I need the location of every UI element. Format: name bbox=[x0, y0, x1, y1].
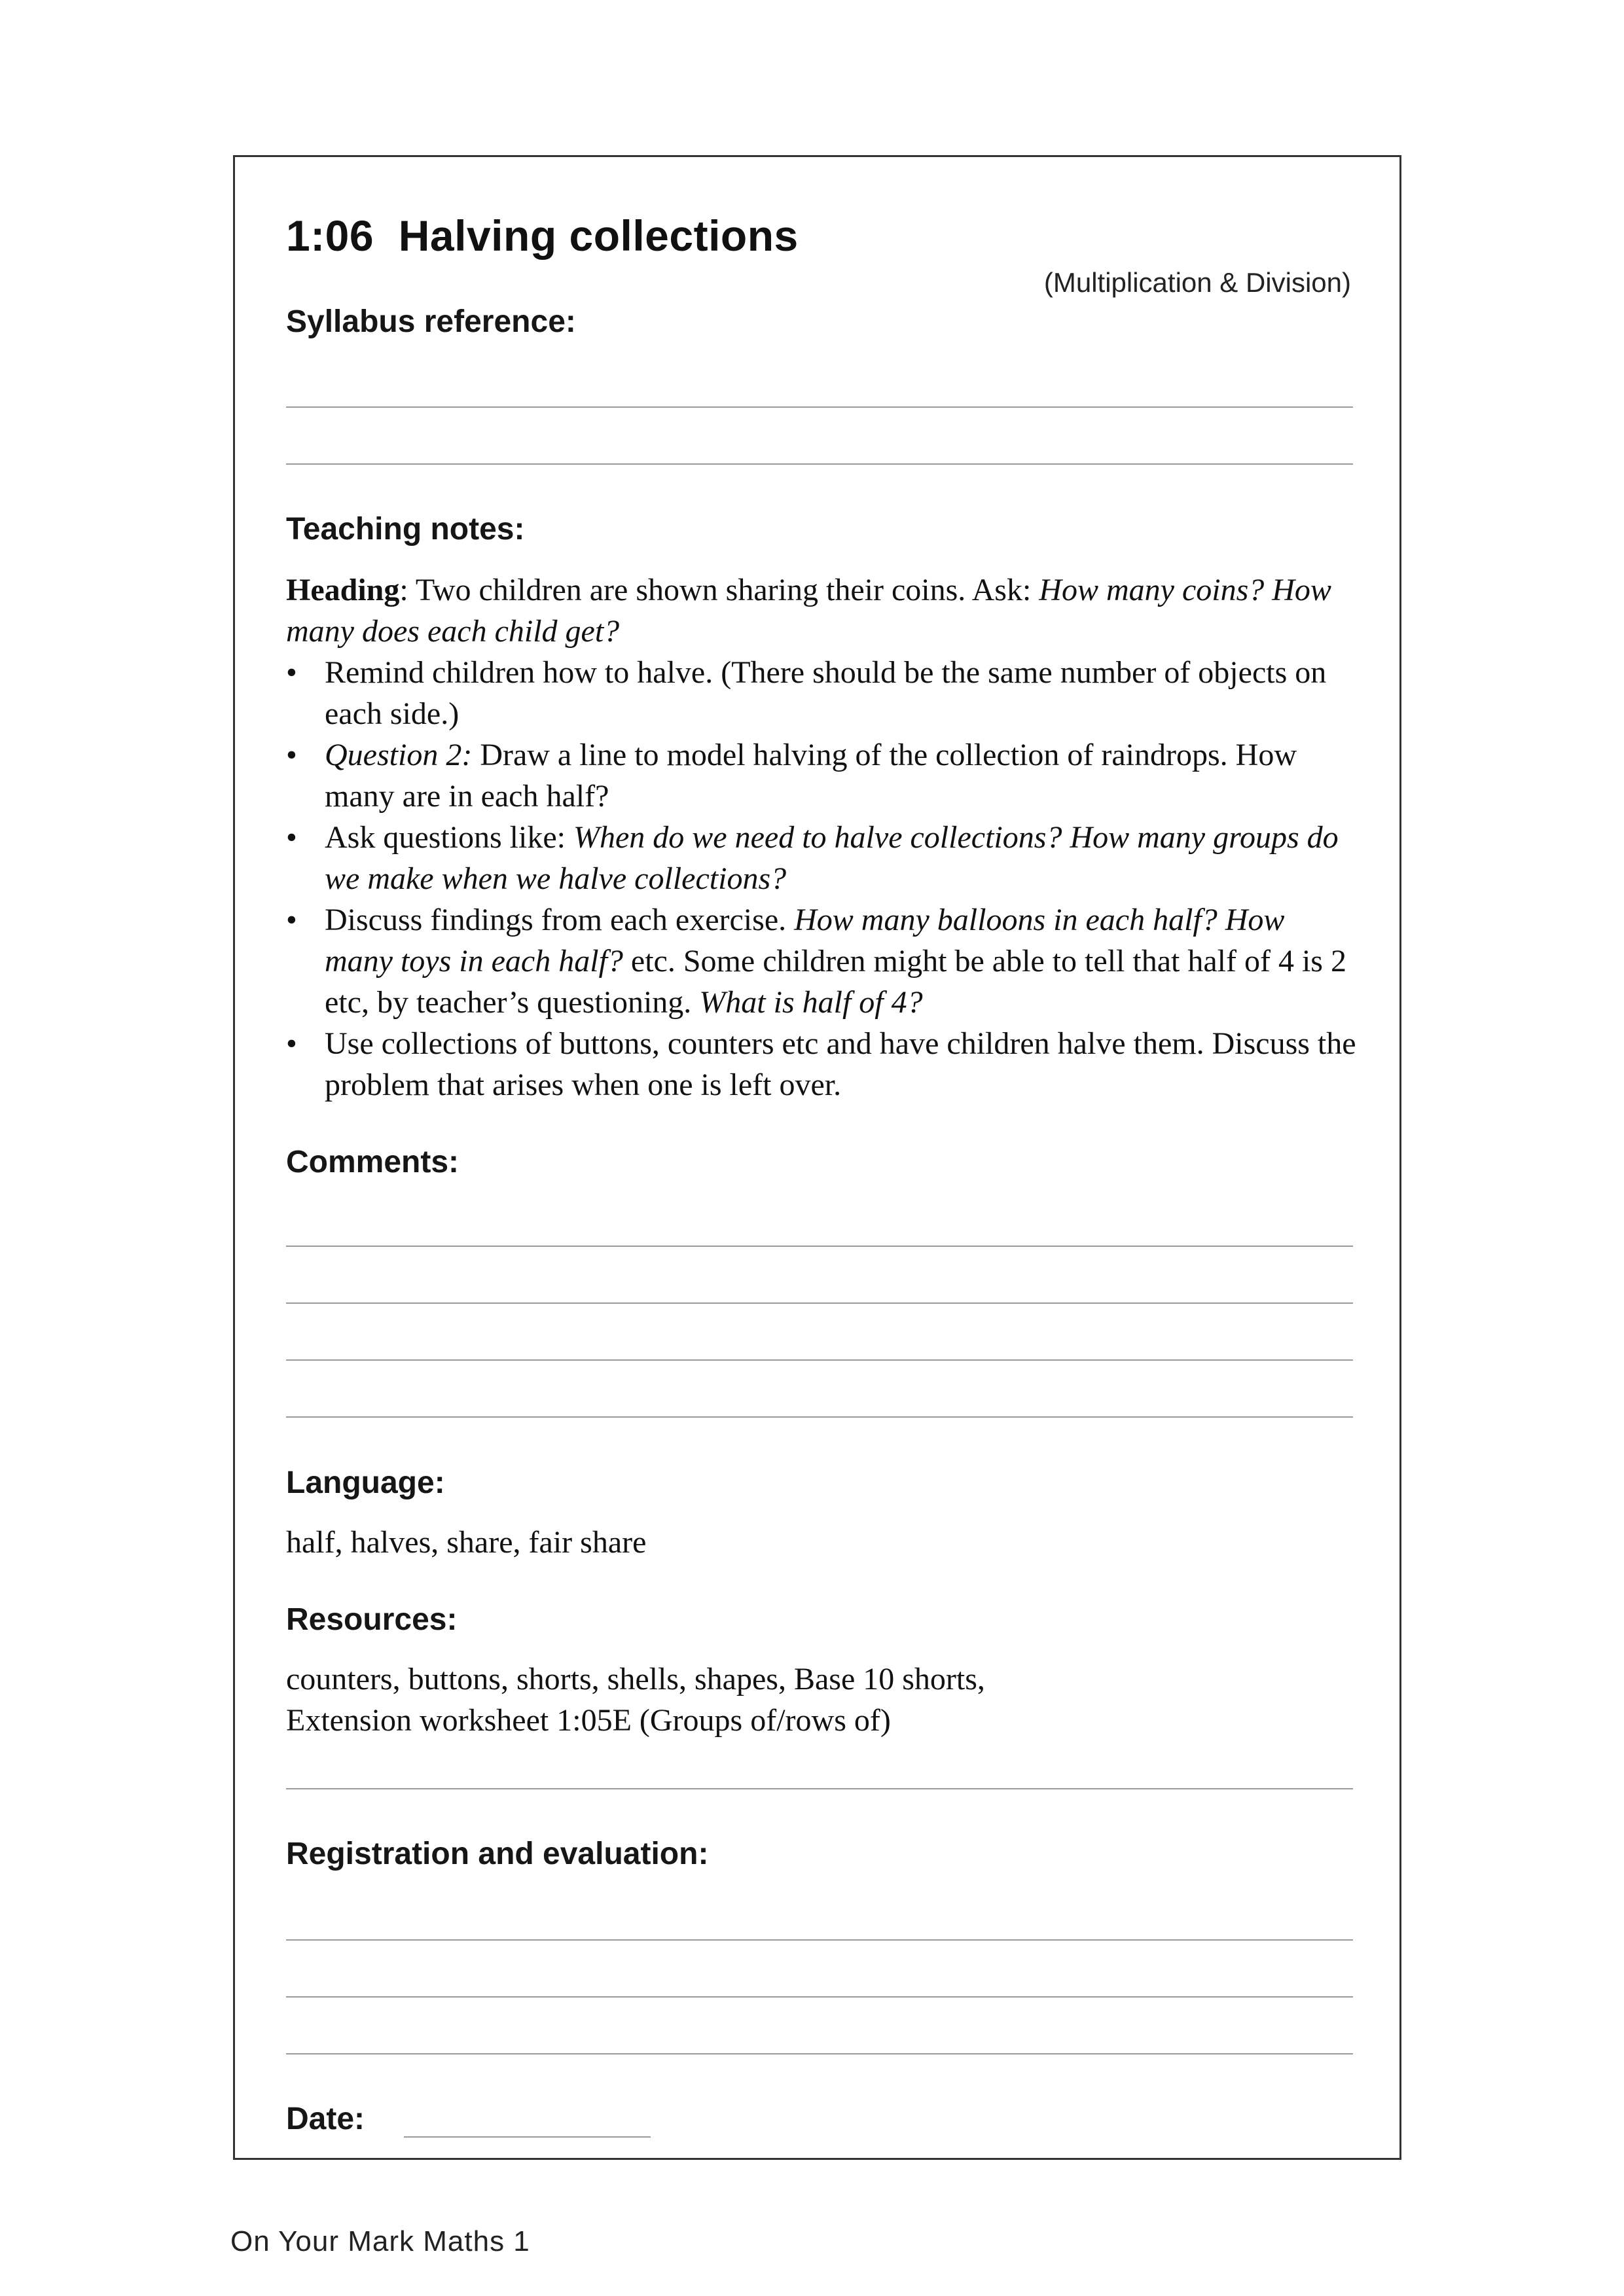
comments-line-3[interactable] bbox=[286, 1359, 1353, 1361]
syllabus-heading: Syllabus reference: bbox=[286, 304, 576, 339]
bullet-4-text-b: etc. Some children might be able to tell that half of 4 is 2 etc, by teacher’s questioning. bbox=[325, 944, 1346, 1020]
bullet-5-text: Use collections of buttons, counters etc and have children halve them. Discuss the problem that arises when one is left over. bbox=[325, 1026, 1356, 1102]
bullet-icon: • bbox=[286, 1026, 297, 1061]
language-text: half, halves, share, fair share bbox=[286, 1525, 647, 1560]
bullet-item bbox=[286, 1023, 1360, 1105]
bullet-icon: • bbox=[286, 903, 297, 937]
teaching-intro bbox=[286, 569, 1360, 652]
registration-heading: Registration and evaluation: bbox=[286, 1837, 709, 1871]
intro-text: : Two children are shown sharing their coins. Ask: bbox=[399, 573, 1039, 607]
date-field[interactable] bbox=[404, 2136, 651, 2138]
resources-text bbox=[286, 1659, 1360, 1741]
comments-line-4[interactable] bbox=[286, 1416, 1353, 1418]
comments-heading: Comments: bbox=[286, 1145, 460, 1179]
bullet-4-italic-a: How many balloons in each half? How many toys in each half? bbox=[325, 903, 1285, 978]
language-heading: Language: bbox=[286, 1465, 445, 1500]
footer-text: On Your Mark Maths 1 bbox=[230, 2225, 530, 2257]
registration-line-3[interactable] bbox=[286, 2053, 1353, 2054]
teaching-heading: Teaching notes: bbox=[286, 512, 525, 547]
bullet-2-text: Draw a line to model halving of the collection of raindrops. How many are in each half? bbox=[325, 738, 1297, 814]
intro-bold: Heading bbox=[286, 573, 400, 607]
registration-line-1[interactable] bbox=[286, 1939, 1353, 1941]
bullet-item bbox=[286, 734, 1360, 817]
bullet-2-italic: Question 2: bbox=[325, 738, 473, 772]
bullet-icon: • bbox=[286, 655, 297, 690]
bullet-4-italic-b: What is half of 4? bbox=[699, 985, 923, 1020]
bullet-item bbox=[286, 817, 1360, 899]
bullet-3-text: Ask questions like: bbox=[325, 820, 573, 855]
resources-line-1: counters, buttons, shorts, shells, shapes, Base 10 shorts, bbox=[286, 1662, 985, 1696]
teaching-notes bbox=[286, 569, 1360, 1105]
date-label: Date: bbox=[286, 2102, 365, 2136]
resources-line-2: Extension worksheet 1:05E (Groups of/rows of) bbox=[286, 1703, 891, 1738]
intro-italic: How many coins? How many does each child get? bbox=[286, 573, 1331, 649]
strand-label: (Multiplication & Division) bbox=[1043, 267, 1351, 298]
syllabus-line-1[interactable] bbox=[286, 406, 1353, 408]
comments-line-2[interactable] bbox=[286, 1302, 1353, 1304]
bullet-icon: • bbox=[286, 820, 297, 855]
bullet-4-text-a: Discuss findings from each exercise. bbox=[325, 903, 795, 937]
bullet-3-italic: When do we need to halve collections? How many groups do we make when we halve collections? bbox=[325, 820, 1339, 896]
comments-line-1[interactable] bbox=[286, 1246, 1353, 1247]
page-title: 1:06 Halving collections bbox=[286, 211, 799, 260]
bullet-item bbox=[286, 652, 1360, 734]
syllabus-line-2[interactable] bbox=[286, 463, 1353, 465]
bullet-item bbox=[286, 899, 1360, 1023]
registration-line-2[interactable] bbox=[286, 1996, 1353, 1998]
resources-heading: Resources: bbox=[286, 1602, 458, 1637]
resources-write-line[interactable] bbox=[286, 1788, 1353, 1789]
bullet-1-text: Remind children how to halve. (There should be the same number of objects on each side.) bbox=[325, 655, 1327, 731]
teaching-bullets bbox=[286, 652, 1360, 1105]
bullet-icon: • bbox=[286, 738, 297, 772]
